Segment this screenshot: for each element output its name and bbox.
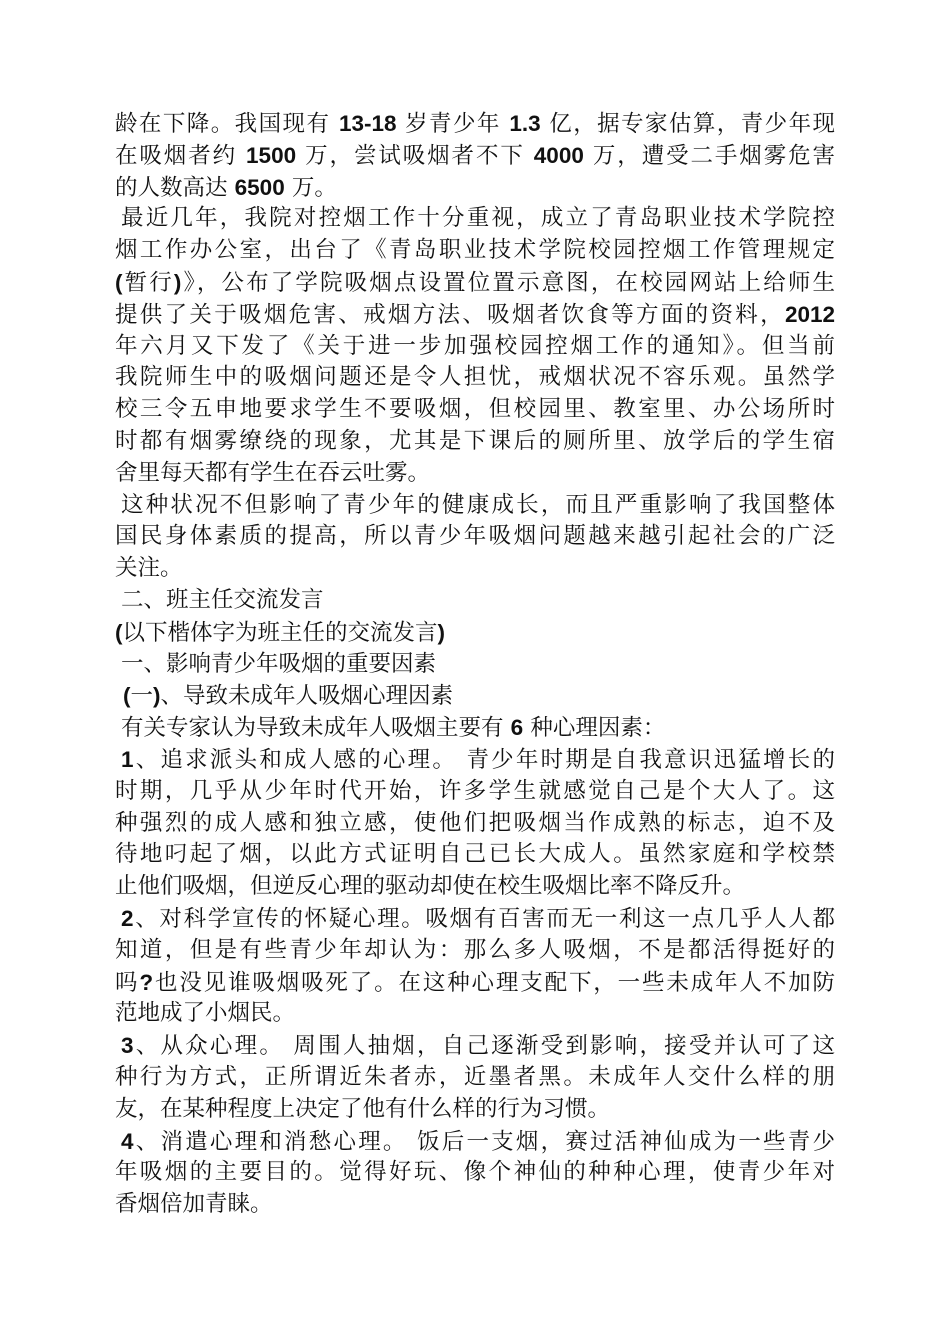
text-segment: 岁青少年: [396, 111, 510, 137]
text-segment: (: [115, 619, 123, 645]
text-line: [115, 1157, 835, 1189]
text-segment: 4: [121, 1128, 134, 1154]
text-line: [115, 553, 835, 585]
text-line: [115, 839, 835, 871]
text-segment: 待地叼起了烟，以此方式证明自己已长大成人。虽然家庭和学校禁: [115, 841, 835, 868]
text-line: [115, 744, 835, 776]
text-segment: 4000: [533, 142, 584, 168]
document-body: [115, 108, 835, 1221]
text-segment: 时都有烟雾缭绕的现象，尤其是下课后的厕所里、放学后的学生宿: [115, 427, 835, 454]
text-segment: 、导致未成年人吸烟心理因素: [160, 683, 454, 710]
text-line: [115, 108, 835, 140]
text-segment: 龄在下降。我国现有: [115, 111, 339, 137]
text-segment: 有关专家认为导致未成年人吸烟主要有: [121, 715, 511, 742]
text-segment: 知道，但是有些青少年却认为：那么多人吸烟，不是都活得挺好的: [115, 936, 835, 963]
text-segment: 万。: [284, 174, 337, 201]
text-line: [115, 808, 835, 840]
text-segment: 》，公布了学院吸烟点设置位置示意图，在校园网站上给师生: [181, 269, 835, 296]
text-segment: 范地成了小烟民。: [115, 1000, 296, 1027]
text-line: [115, 521, 835, 553]
text-segment: 万，遭受二手烟雾危害: [583, 142, 835, 169]
text-segment: 2012: [784, 301, 835, 327]
text-segment: 亿，据专家估算，青少年现: [540, 111, 835, 137]
text-segment: 3: [121, 1033, 134, 1059]
text-segment: 6: [510, 715, 524, 741]
text-segment: ): [153, 683, 161, 709]
text-segment: 也没见谁吸烟吸死了。在这种心理支配下，一些未成年人不加防: [153, 969, 835, 996]
text-segment: ?: [139, 969, 154, 995]
text-segment: 一、影响青少年吸烟的重要因素: [121, 650, 437, 677]
text-line: [115, 172, 835, 204]
text-segment: 我院师生中的吸烟问题还是令人担忧，戒烟状况不容乐观。虽然学: [115, 364, 835, 391]
text-line: [115, 585, 835, 617]
text-segment: 吗: [115, 969, 140, 996]
text-segment: 在吸烟者约: [115, 142, 247, 169]
text-segment: 1.3: [509, 111, 541, 136]
text-line: [115, 649, 835, 681]
text-segment: 一: [130, 683, 154, 710]
text-line: [115, 331, 835, 363]
text-line: [115, 1094, 835, 1126]
text-segment: 最近几年，我院对控烟工作十分重视，成立了青岛职业技术学院控: [121, 205, 835, 232]
text-line: [115, 458, 835, 490]
text-line: [115, 903, 835, 935]
text-segment: ): [173, 269, 182, 295]
text-segment: 国民身体素质的提高，所以青少年吸烟问题越来越引起社会的广泛: [115, 523, 835, 550]
text-segment: 、消遣心理和消愁心理。 饭后一支烟，赛过活神仙成为一些青少: [133, 1128, 835, 1155]
text-segment: 这种状况不但影响了青少年的健康成长，而且严重影响了我国整体: [121, 491, 835, 518]
text-segment: 2: [121, 905, 134, 931]
text-line: [115, 776, 835, 808]
text-segment: 止他们吸烟，但逆反心理的驱动却使在校生吸烟比率不降反升。: [115, 873, 746, 900]
text-line: [115, 299, 835, 331]
text-segment: ): [437, 619, 446, 645]
text-segment: 万，尝试吸烟者不下: [296, 142, 534, 169]
text-line: [115, 617, 835, 649]
text-segment: 年吸烟的主要目的。觉得好玩、像个神仙的种种心理，使青少年对: [115, 1159, 835, 1186]
text-line: [115, 1189, 835, 1221]
text-segment: 、对科学宣传的怀疑心理。吸烟有百害而无一利这一点几乎人人都: [133, 905, 835, 932]
text-segment: 香烟倍加青睐。: [115, 1191, 273, 1218]
text-segment: 13-18: [338, 111, 397, 136]
text-segment: (: [115, 269, 123, 295]
text-line: [115, 394, 835, 426]
text-segment: 的人数高达: [115, 174, 235, 201]
text-line: [115, 490, 835, 522]
text-segment: 舍里每天都有学生在吞云吐雾。: [115, 459, 431, 486]
text-line: [115, 426, 835, 458]
text-segment: (: [123, 683, 131, 709]
text-line: [115, 680, 835, 712]
text-segment: 友，在某种程度上决定了他有什么样的行为习惯。: [115, 1095, 611, 1122]
text-segment: 校三令五申地要求学生不要吸烟，但校园里、教室里、办公场所时: [115, 396, 835, 423]
text-segment: 二、班主任交流发言: [121, 586, 324, 613]
text-segment: 6500: [234, 174, 285, 200]
text-segment: 1: [121, 746, 134, 772]
text-line: [115, 1062, 835, 1094]
text-segment: 、追求派头和成人感的心理。 青少年时期是自我意识迅猛增长的: [133, 746, 835, 773]
text-segment: 时期，几乎从少年时代开始，许多学生就感觉自己是个大人了。这: [115, 777, 835, 804]
text-segment: 关注。: [115, 555, 183, 582]
text-segment: 种强烈的成人感和独立感，使他们把吸烟当作成熟的标志，迫不及: [115, 809, 835, 836]
text-line: [115, 235, 835, 267]
text-segment: 暂行: [122, 269, 174, 296]
text-line: [115, 267, 835, 299]
text-segment: 种行为方式，正所谓近朱者赤，近墨者黑。未成年人交什么样的朋: [115, 1063, 835, 1090]
text-line: [115, 362, 835, 394]
text-line: [115, 140, 835, 172]
text-line: [115, 1126, 835, 1158]
text-segment: 1500: [246, 142, 297, 168]
text-line: [115, 712, 835, 744]
text-line: [115, 871, 835, 903]
text-line: [115, 998, 835, 1030]
text-line: [115, 967, 835, 999]
text-segment: 提供了关于吸烟危害、戒烟方法、吸烟者饮食等方面的资料，: [115, 301, 785, 328]
text-line: [115, 1030, 835, 1062]
text-segment: 烟工作办公室，出台了《青岛职业技术学院校园控烟工作管理规定: [115, 237, 835, 264]
text-segment: 、从众心理。 周围人抽烟，自己逐渐受到影响，接受并认可了这: [133, 1033, 835, 1060]
text-line: [115, 935, 835, 967]
text-line: [115, 203, 835, 235]
text-segment: 种心理因素：: [523, 715, 666, 742]
text-segment: 年六月又下发了《关于进一步加强校园控烟工作的通知》。但当前: [115, 332, 835, 359]
text-segment: 以下楷体字为班主任的交流发言: [122, 619, 438, 646]
